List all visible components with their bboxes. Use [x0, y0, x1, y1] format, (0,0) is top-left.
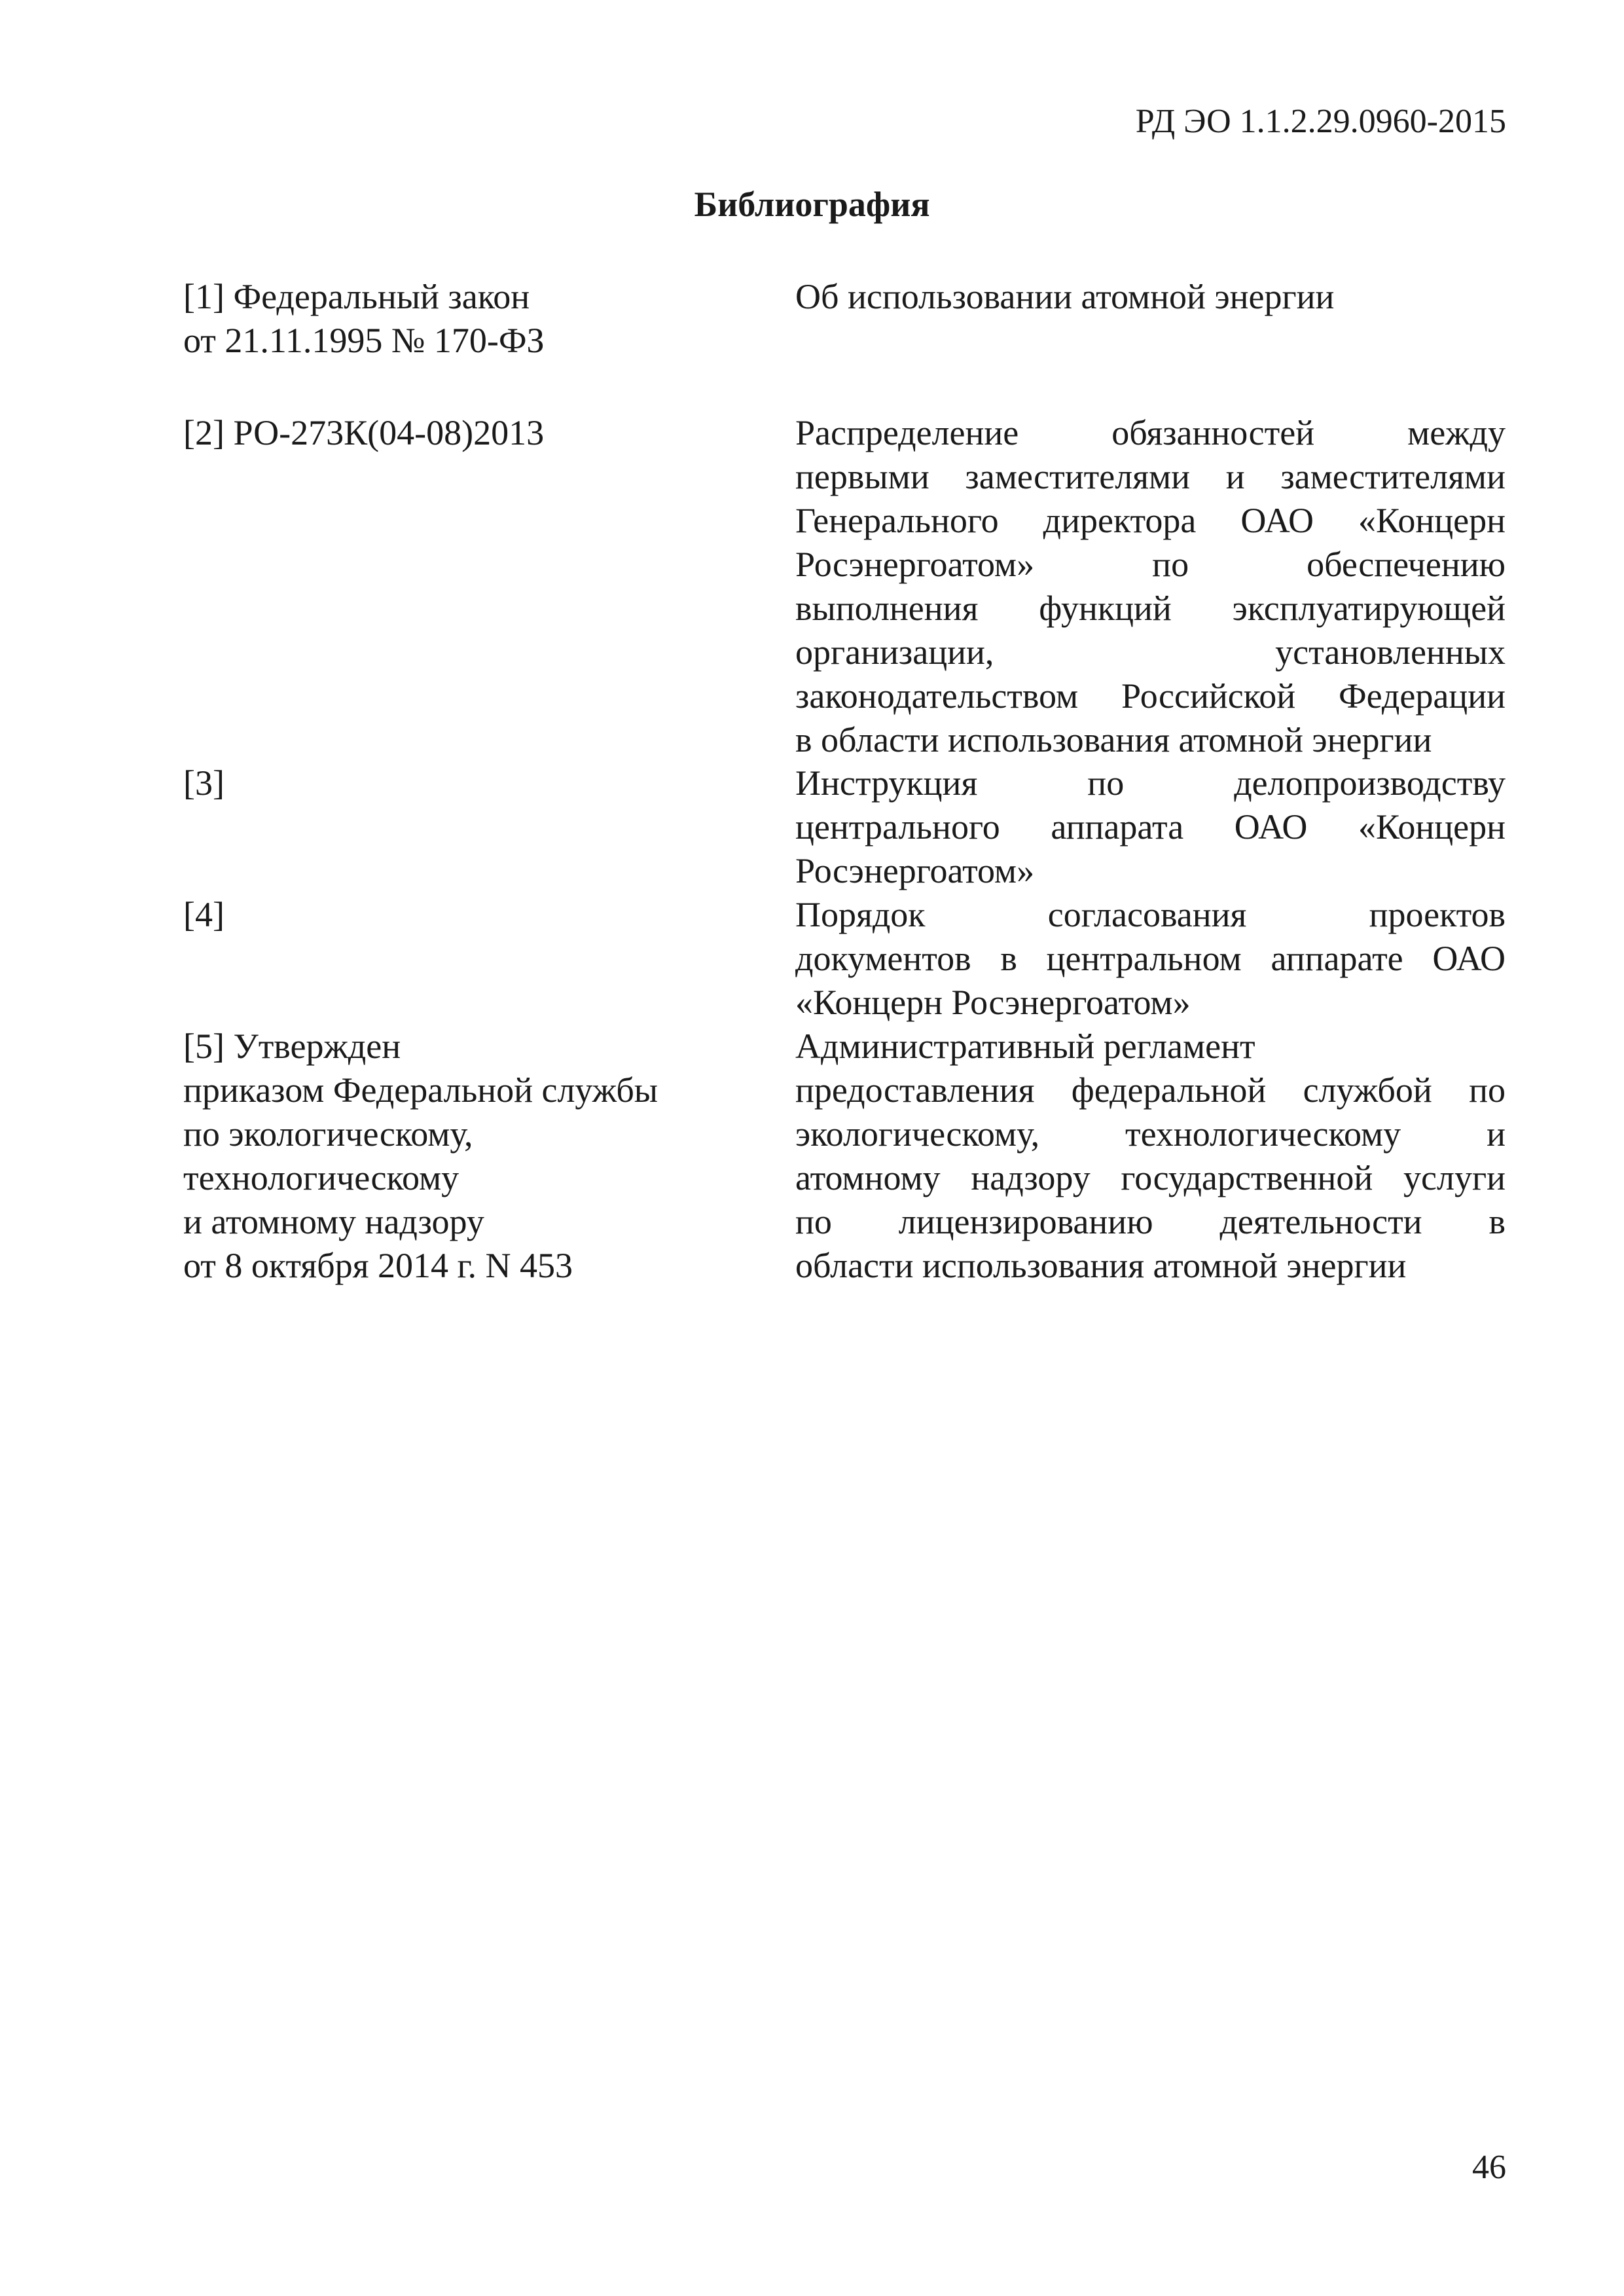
reference-title-line: экологическому, технологическому и — [795, 1114, 1506, 1154]
reference-title-line: центрального аппарата ОАО «Концерн — [795, 807, 1506, 847]
reference-title-line: по лицензированию деятельности в — [795, 1202, 1506, 1241]
bibliography-entry-3 — [183, 761, 1506, 893]
reference-source — [183, 761, 795, 805]
reference-title-line: Росэнергоатом» по обеспечению — [795, 545, 1506, 584]
reference-title-line: законодательством Российской Федерации — [795, 676, 1506, 716]
page-number: 46 — [1472, 2149, 1506, 2186]
reference-title-line: первыми заместителями и заместителями — [795, 457, 1506, 496]
reference-line: [2] РО-273К(04-08)2013 — [183, 413, 545, 452]
reference-title-line: выполнения функций эксплуатирующей — [795, 589, 1506, 628]
reference-line: от 8 октября 2014 г. N 453 — [183, 1246, 573, 1285]
reference-source — [183, 411, 795, 455]
reference-source — [183, 893, 795, 937]
reference-title-line: Инструкция по делопроизводству — [795, 763, 1506, 803]
reference-title — [795, 1025, 1506, 1288]
reference-title-line: документов в центральном аппарате ОАО — [795, 939, 1506, 978]
reference-line: приказом Федеральной службы — [183, 1070, 659, 1110]
reference-line: [3] — [183, 763, 225, 803]
reference-title-line: Об использовании атомной энергии — [795, 277, 1335, 316]
bibliography-list — [183, 275, 1506, 1288]
reference-line: по экологическому, — [183, 1114, 473, 1154]
reference-line: [4] — [183, 895, 225, 934]
reference-title-line: Порядок согласования проектов — [795, 895, 1506, 934]
reference-line: [1] Федеральный закон — [183, 277, 530, 316]
reference-title-line: «Концерн Росэнергоатом» — [795, 983, 1191, 1022]
reference-title-line: Распределение обязанностей между — [795, 413, 1506, 452]
reference-line: от 21.11.1995 № 170-ФЗ — [183, 321, 545, 360]
reference-source — [183, 1025, 795, 1288]
document-code: РД ЭО 1.1.2.29.0960-2015 — [1135, 103, 1506, 140]
reference-line: технологическому — [183, 1158, 460, 1197]
reference-title-line: области использования атомной энергии — [795, 1246, 1407, 1285]
reference-title-line: предоставления федеральной службой по — [795, 1070, 1506, 1110]
bibliography-entry-1 — [183, 275, 1506, 411]
bibliography-entry-4 — [183, 893, 1506, 1025]
reference-source — [183, 275, 795, 363]
reference-title-line: Росэнергоатом» — [795, 851, 1035, 890]
reference-title-line: в области использования атомной энергии — [795, 720, 1432, 759]
bibliography-entry-2 — [183, 411, 1506, 761]
reference-line: [5] Утвержден — [183, 1027, 401, 1066]
reference-title-line: Генерального директора ОАО «Концерн — [795, 501, 1506, 540]
bibliography-entry-5 — [183, 1025, 1506, 1288]
reference-title-line: атомному надзору государственной услуги — [795, 1158, 1506, 1197]
reference-title-line: организации, установленных — [795, 632, 1506, 672]
reference-line: и атомному надзору — [183, 1202, 484, 1241]
reference-title-line: Административный регламент — [795, 1027, 1255, 1066]
reference-title — [795, 893, 1506, 1025]
reference-title — [795, 275, 1506, 319]
reference-title — [795, 761, 1506, 893]
page-title: Библиография — [694, 185, 930, 224]
reference-title — [795, 411, 1506, 762]
